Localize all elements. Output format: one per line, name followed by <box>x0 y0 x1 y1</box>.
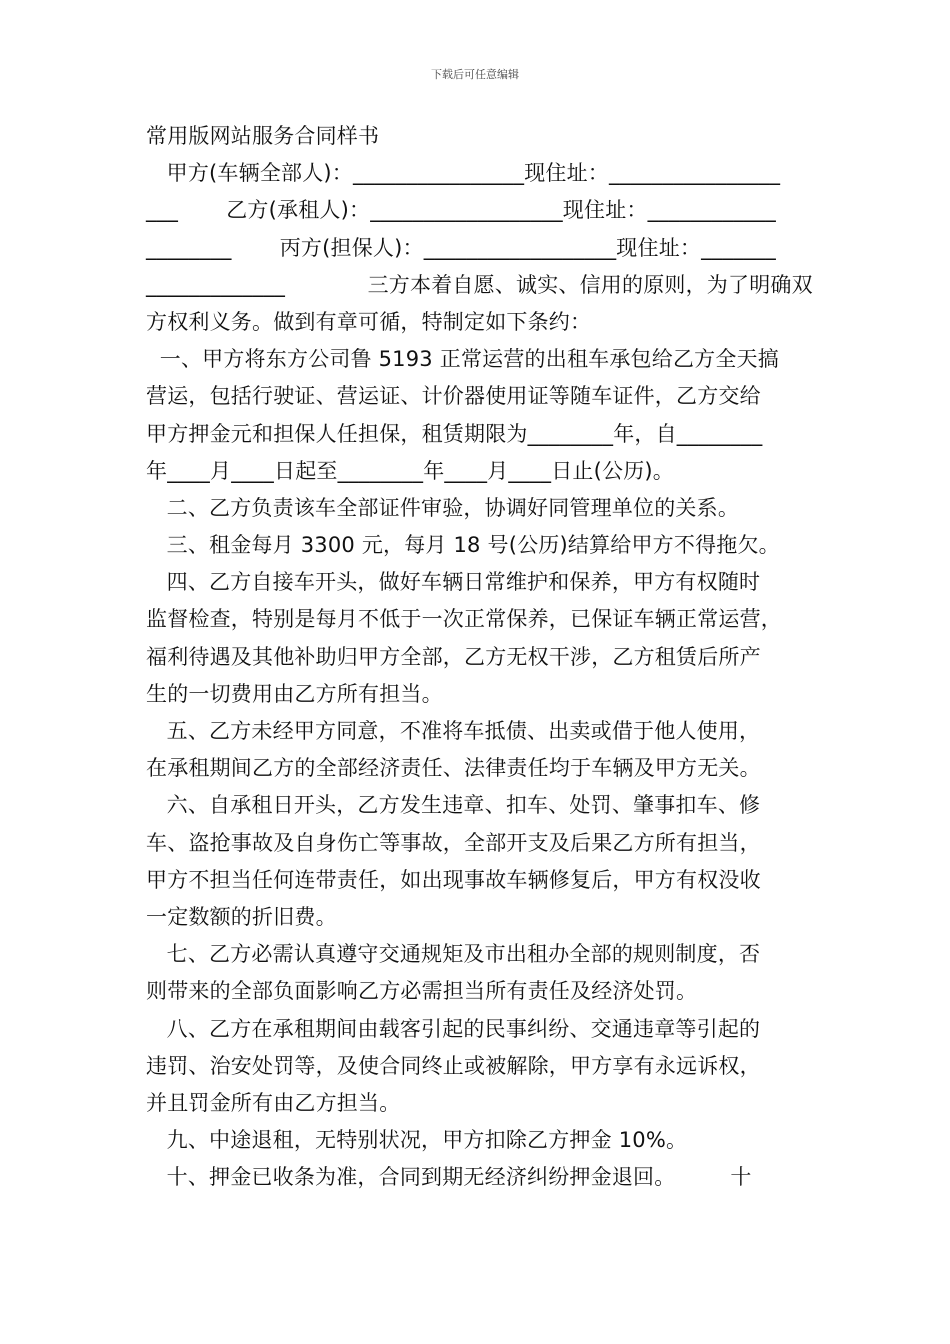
clause-2-line: 二、乙方负责该车全部证件审验，协调好同管理单位的关系。 <box>146 495 740 520</box>
document-title: 常用版网站服务合同样书 <box>146 124 380 148</box>
clause-5-line: 五、乙方未经甲方同意，不准将车抵债、出卖或借于他人使用， <box>146 719 761 743</box>
header-note: 下载后可任意编辑 <box>431 68 519 81</box>
clause-3-line: 三、租金每月 3300 元，每月 18 号(公历)结算给甲方不得拖欠。 <box>146 533 780 558</box>
preamble-line: _____________ 三方本着自愿、诚实、信用的原则，为了明确双 <box>146 272 813 297</box>
clause-4-line: 四、乙方自接车开头，做好车辆日常维护和保养，甲方有权随时 <box>146 570 761 595</box>
clause-1-line: 年____月____日起至________年____月____日止(公历)。 <box>146 458 674 483</box>
preamble-line: 方权利义务。做到有章可循，特制定如下条约： <box>146 309 592 334</box>
clause-8-line: 违罚、治安处罚等，及使合同终止或被解除，甲方享有永远诉权， <box>146 1053 761 1078</box>
party-a-line: 甲方(车辆全部人)：________________现住址：________________ <box>146 161 781 186</box>
clause-7-line: 则带来的全部负面影响乙方必需担当所有责任及经济处罚。 <box>146 979 698 1004</box>
document-body <box>146 118 820 1196</box>
clause-6-line: 六、自承租日开头，乙方发生违章、扣车、处罚、肇事扣车、修 <box>146 793 761 818</box>
clause-6-line: 甲方不担当任何连带责任，如出现事故车辆修复后，甲方有权没收 <box>146 867 761 892</box>
party-c-line: ________ 丙方(担保人)：__________________现住址：_______ <box>146 235 777 260</box>
clause-4-line: 生的一切费用由乙方所有担当。 <box>146 681 443 706</box>
clause-4-line: 福利待遇及其他补助归甲方全部，乙方无权干涉，乙方租赁后所产 <box>146 644 761 669</box>
clause-10-line: 十、押金已收条为准，合同到期无经济纠纷押金退回。 十 <box>146 1165 752 1190</box>
party-b-line: ___ 乙方(承租人)：__________________现住址：____________ <box>146 198 777 223</box>
clause-8-line: 并且罚金所有由乙方担当。 <box>146 1090 401 1115</box>
clause-8-line: 八、乙方在承租期间由载客引起的民事纠纷、交通违章等引起的 <box>146 1016 761 1041</box>
clause-1-line: 甲方押金元和担保人任担保，租赁期限为________年，自________ <box>146 421 763 446</box>
clause-5-line: 在承租期间乙方的全部经济责任、法律责任均于车辆及甲方无关。 <box>146 756 761 781</box>
clause-1-line: 一、甲方将东方公司鲁 5193 正常运营的出租车承包给乙方全天搞 <box>146 347 779 372</box>
clause-4-line: 监督检查，特别是每月不低于一次正常保养，已保证车辆正常运营， <box>146 607 782 632</box>
clause-1-line: 营运，包括行驶证、营运证、计价器使用证等随车证件，乙方交给 <box>146 384 761 409</box>
clause-7-line: 七、乙方必需认真遵守交通规矩及市出租办全部的规则制度，否 <box>146 942 761 967</box>
clause-9-line: 九、中途退租，无特别状况，甲方扣除乙方押金 10%。 <box>146 1128 688 1153</box>
clause-6-line: 一定数额的折旧费。 <box>146 904 337 929</box>
clause-6-line: 车、盗抢事故及自身伤亡等事故，全部开支及后果乙方所有担当， <box>146 830 761 855</box>
